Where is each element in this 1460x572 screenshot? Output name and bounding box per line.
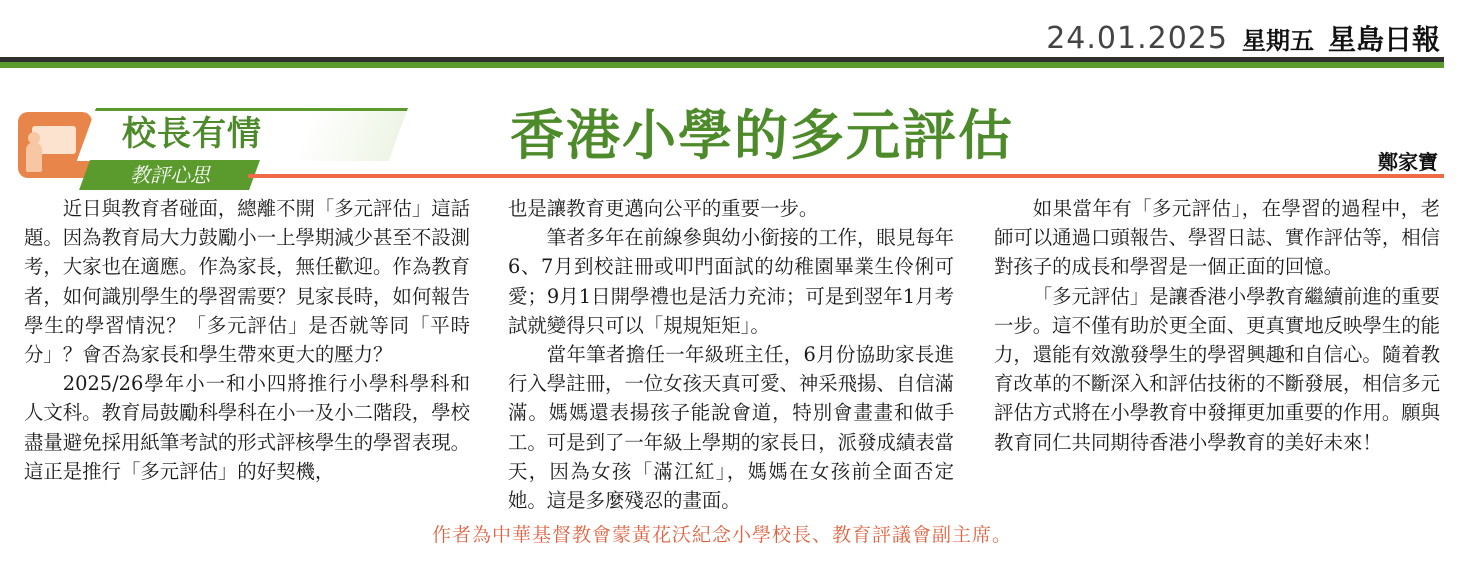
paragraph: 近日與教育者碰面，總離不開「多元評估」這話題。因為教育局大力鼓勵小一上學期減少甚至不設測考，大家也在適應。作為家長，無任歡迎。作為教育者，如何識別學生的學習需要？見家長時，如何報告學生的學習情況？「多元評估」是否就等同「平時分」？會否為家長和學生帶來更大的壓力？ [24,197,470,367]
newspaper-name: 星島日報 [1327,23,1440,56]
paragraph: 「多元評估」是讓香港小學教育繼續前進的重要一步。這不僅有助於更全面、更真實地反映學生的能力，還能有效激發學生的學習興趣和自信心。隨着教育改革的不斷深入和評估技術的不斷發展，相信多元評估方式將在小學教育中發揮更加重要的作用。願與教育同仁共同期待香港小學教育的美好未來！ [994,284,1440,454]
article-body [24,194,1444,514]
paragraph: 2025/26學年小一和小四將推行小學科學科和人文科。教育局鼓勵科學科在小一及小二階段，學校盡量避免採用紙筆考試的形式評核學生的學習表現。這正是推行「多元評估」的好契機， [24,372,470,483]
text-column-1 [24,194,470,486]
green-divider [0,62,1444,68]
text-column-3 [994,194,1440,457]
column-logo [18,104,408,194]
issue-weekday: 星期五 [1241,26,1314,55]
masthead [1046,10,1440,54]
paragraph: 當年筆者擔任一年級班主任，6月份協助家長進行入學註冊，一位女孩天真可愛、神采飛揚、自信滿滿。媽媽還表揚孩子能說會道，特別會畫畫和做手工。可是到了一年級上學期的家長日，派發成績表當天，因為女孩「滿江紅」，媽媽在女孩前全面否定她。這是多麼殘忍的畫面。 [508,343,954,513]
column-subtitle: 教評心思 [130,163,210,187]
text-column-2 [508,194,954,515]
article-author: 鄭家寶 [1378,150,1438,174]
paragraph: 如果當年有「多元評估」，在學習的過程中，老師可以通過口頭報告、學習日誌、實作評估等，相信對孩子的成長和學習是一個正面的回憶。 [994,197,1440,279]
author-note: 作者為中華基督教會蒙黃花沃紀念小學校長、教育評議會副主席。 [431,524,1012,546]
column-name: 校長有情 [122,114,262,154]
issue-date: 24.01.2025 [1046,21,1228,56]
paragraph: 筆者多年在前線參與幼小銜接的工作，眼見每年6、7月到校註冊或叩門面試的幼稚園畢業生伶俐可愛；9月1日開學禮也是活力充沛；可是到翌年1月考試就變得只可以「規規矩矩」。 [508,226,954,337]
paragraph: 也是讓教育更邁向公平的重要一步。 [508,197,819,220]
article-title: 香港小學的多元評估 [510,104,1014,167]
title-rule [248,174,1444,178]
teacher-presentation-icon [18,112,92,178]
